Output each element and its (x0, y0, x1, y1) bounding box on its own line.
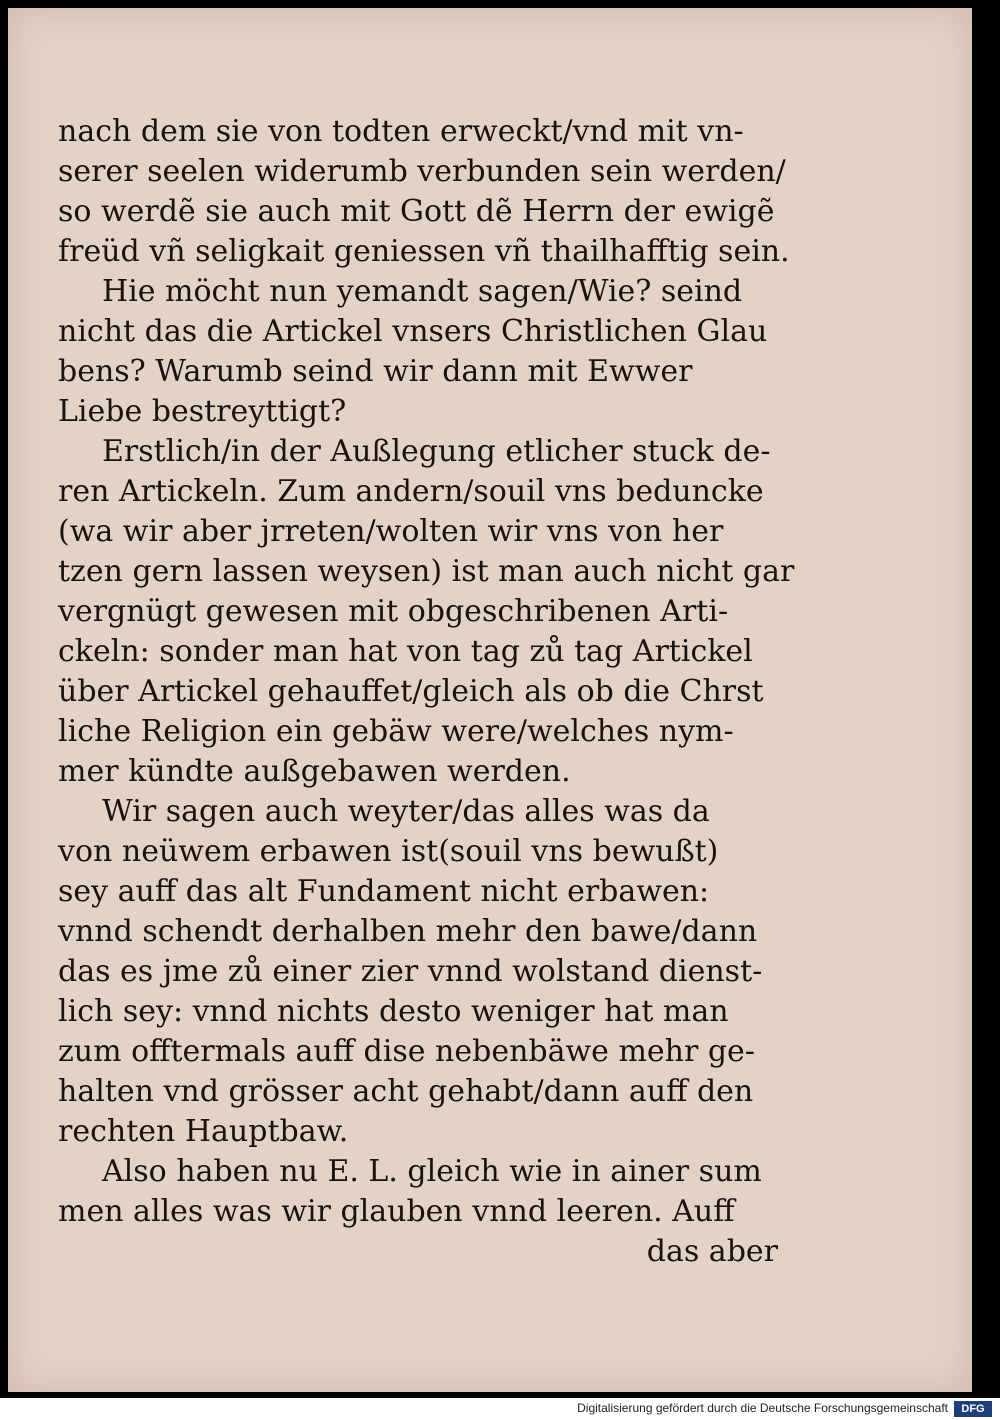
text-line: nicht das die Artickel vnsers Christlichen Glau (58, 314, 768, 349)
book-page (8, 8, 972, 1392)
text-line: das es jme zů einer zier vnnd wolstand dienst- (58, 954, 763, 989)
text-line: sey auff das alt Fundament nicht erbawen: (58, 874, 710, 909)
text-line: ren Artickeln. Zum andern/souil vns beduncke (58, 474, 764, 509)
text-line: ckeln: sonder man hat von tag zů tag Artickel (58, 634, 753, 669)
text-line: bens? Warumb seind wir dann mit Ewwer (58, 354, 693, 389)
dfg-logo: DFG (954, 1401, 992, 1417)
text-line: so werdẽ sie auch mit Gott dẽ Herrn der ewigẽ (58, 194, 775, 229)
catchword: das aber (646, 1234, 778, 1269)
page-text-block (58, 112, 795, 1272)
text-line: serer seelen widerumb verbunden sein werden/ (58, 154, 786, 189)
text-line: vergnügt gewesen mit obgeschribenen Arti- (58, 594, 729, 629)
text-line: men alles was wir glauben vnnd leeren. Auff (58, 1194, 735, 1229)
text-line: Wir sagen auch weyter/das alles was da (102, 794, 710, 829)
text-line: Hie möcht nun yemandt sagen/Wie? seind (102, 274, 743, 309)
text-line: liche Religion ein gebäw were/welches nym- (58, 714, 734, 749)
text-line: freüd vñ seligkait geniessen vñ thailhafftig sein. (58, 234, 790, 269)
footer-bar (0, 1398, 1000, 1420)
text-line: nach dem sie von todten erweckt/vnd mit vn- (58, 114, 744, 149)
text-line: lich sey: vnnd nichts desto weniger hat man (58, 994, 729, 1029)
text-line: Also haben nu E. L. gleich wie in ainer sum (102, 1154, 762, 1189)
text-line: über Artickel gehauffet/gleich als ob die Chrst (58, 674, 764, 709)
text-line: von neüwem erbawen ist(souil vns bewußt) (58, 834, 719, 869)
text-line: vnnd schendt derhalben mehr den bawe/dann (58, 914, 758, 949)
text-line: rechten Hauptbaw. (58, 1114, 349, 1149)
text-line: Liebe bestreyttigt? (58, 394, 347, 429)
text-line: halten vnd grösser acht gehabt/dann auff den (58, 1074, 754, 1109)
text-line: Erstlich/in der Außlegung etlicher stuck de- (102, 434, 771, 469)
text-line: zum offtermals auff dise nebenbäwe mehr ge- (58, 1034, 755, 1069)
funding-credit: Digitalisierung gefördert durch die Deutsche Forschungsgemeinschaft (577, 1401, 948, 1415)
text-line: mer kündte außgebawen werden. (58, 754, 571, 789)
text-line: tzen gern lassen weysen) ist man auch nicht gar (58, 554, 795, 589)
text-line: (wa wir aber jrreten/wolten wir vns von her (58, 514, 724, 549)
